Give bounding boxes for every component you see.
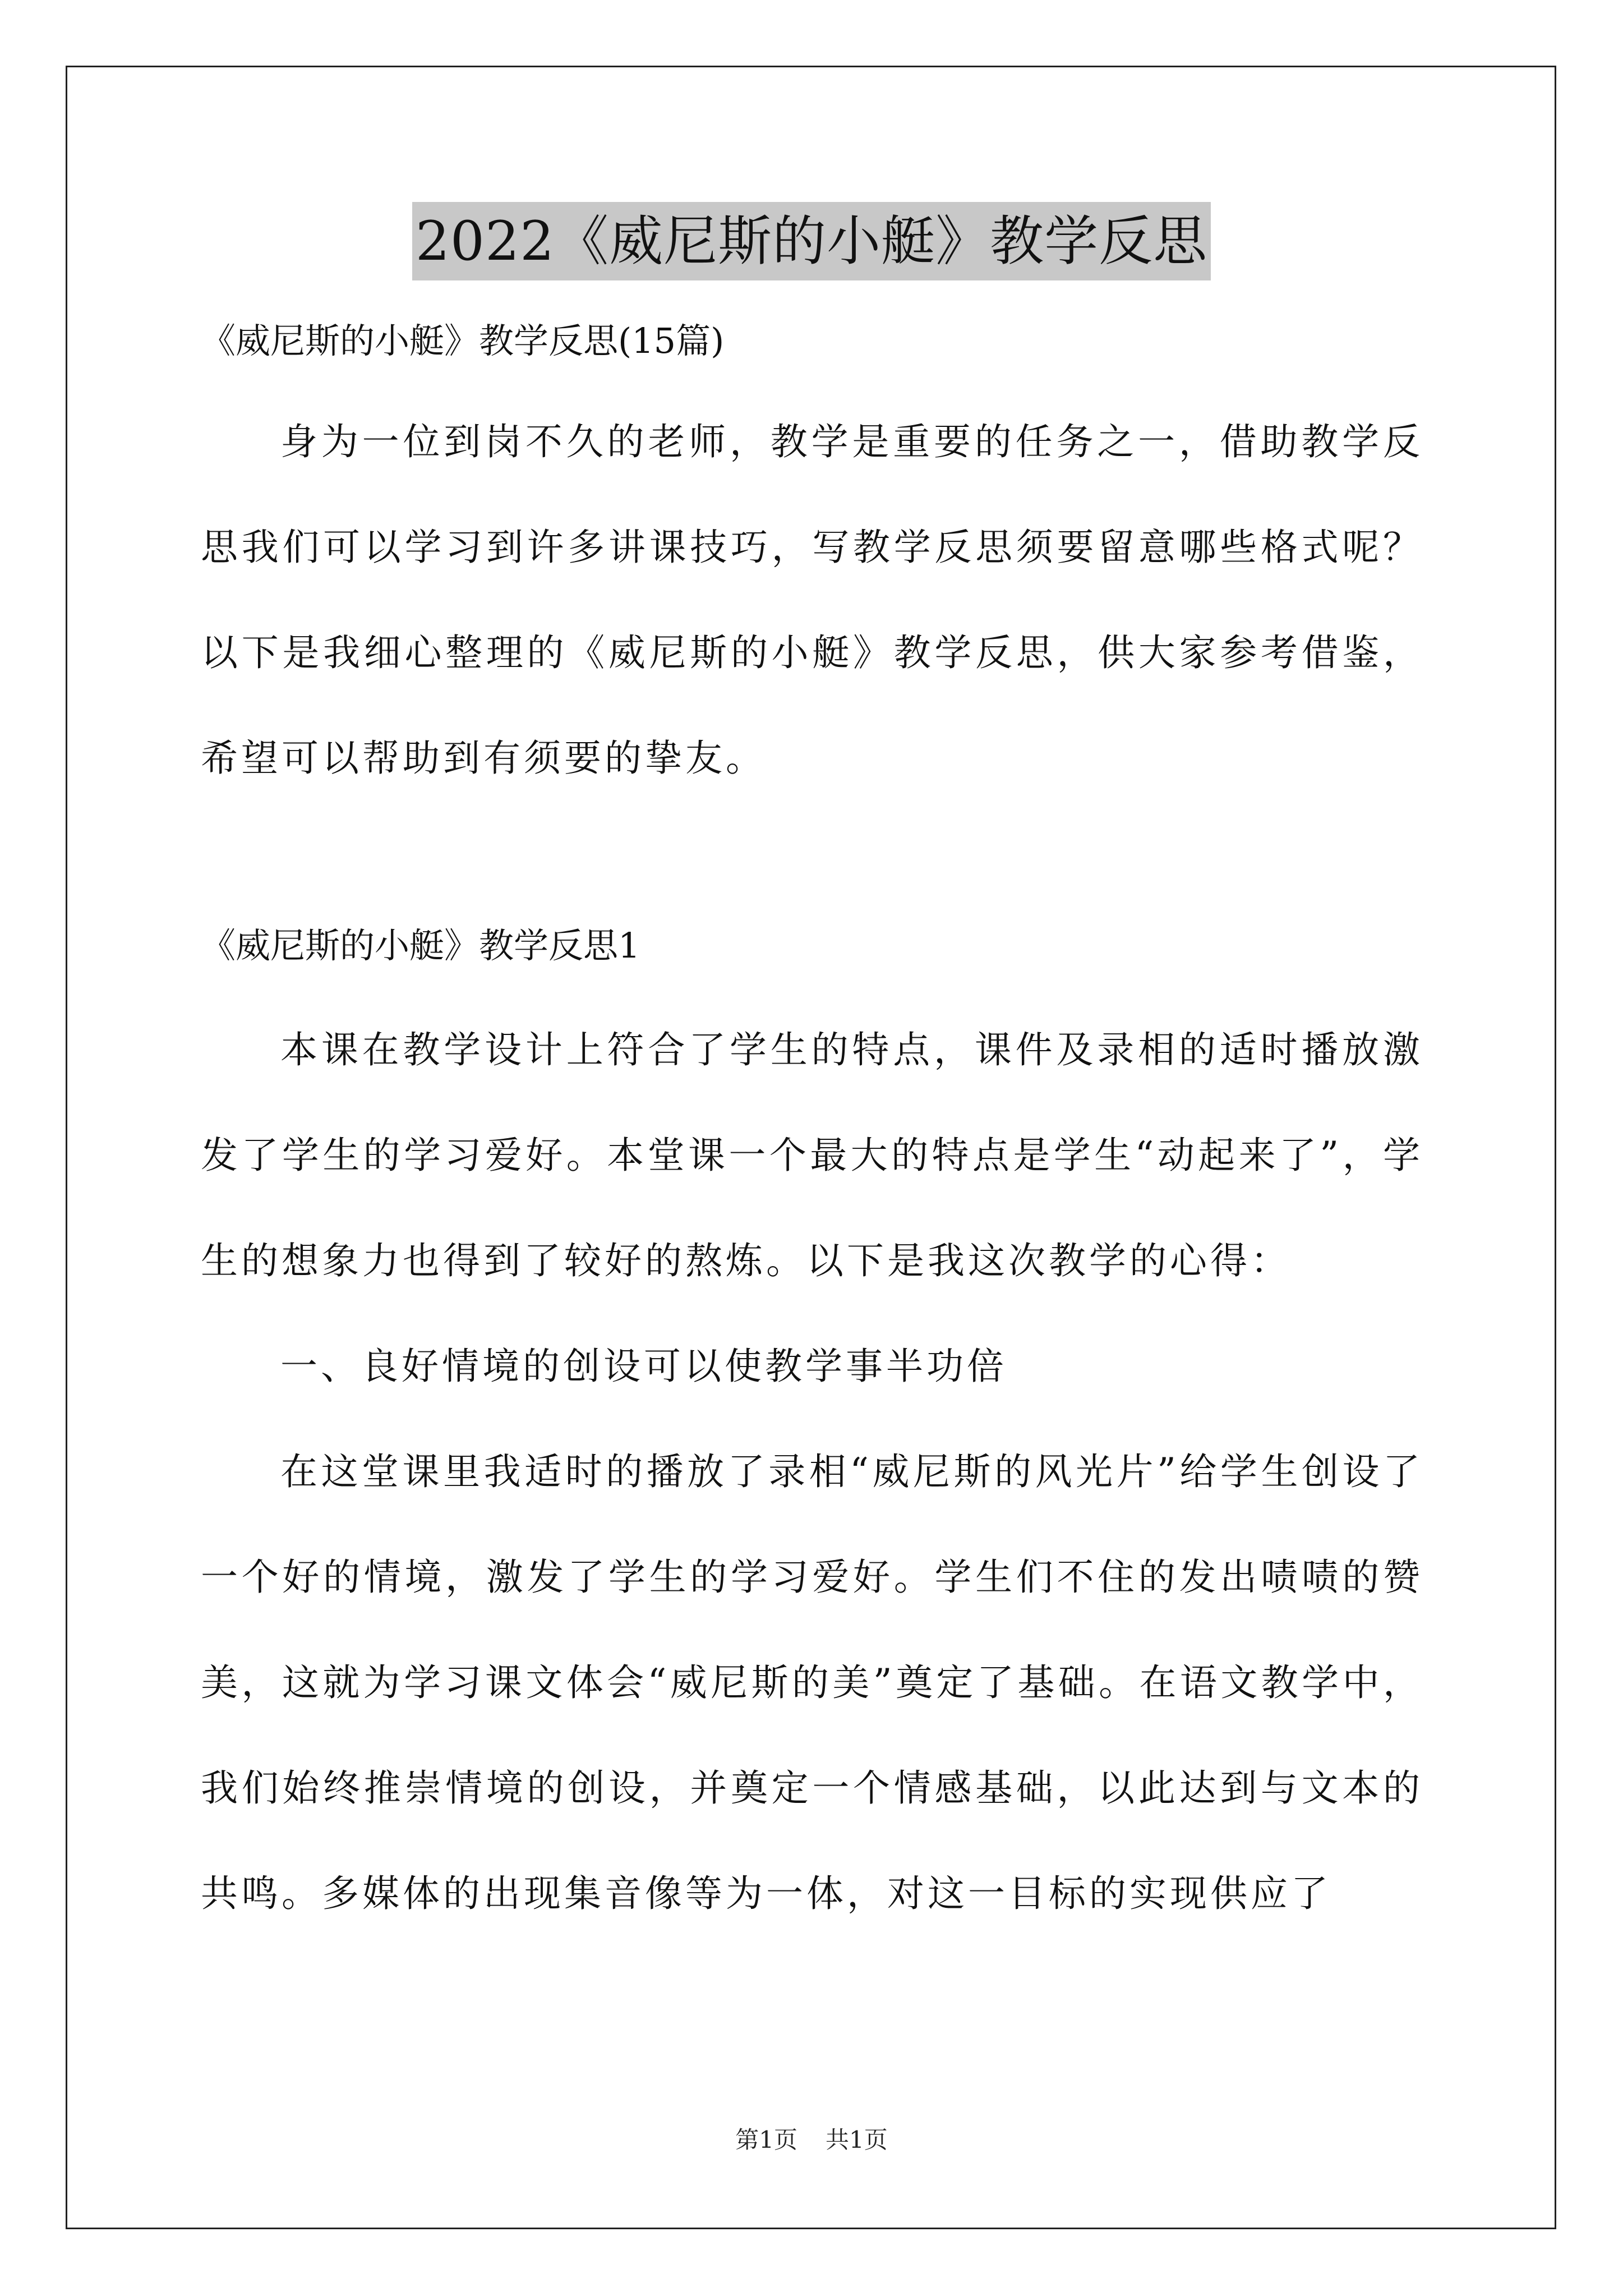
document-subtitle: 《威尼斯的小艇》教学反思(15篇)	[201, 320, 725, 361]
page-footer	[0, 2123, 1623, 2157]
subsection-heading: 一、良好情境的创设可以使教学事半功倍	[280, 1345, 1007, 1388]
document-title: 2022《威尼斯的小艇》教学反思	[412, 202, 1211, 280]
page-number: 第1页	[735, 2126, 797, 2154]
title-wrap	[0, 202, 1623, 280]
body-paragraph: 本课在教学设计上符合了学生的特点，课件及录相的适时播放激发了学生的学习爱好。本堂课一个最大的特点是学生“动起来了”，学生的想象力也得到了较好的熬炼。以下是我这次教学的心得：	[201, 1028, 1423, 1282]
section-heading: 《威尼斯的小艇》教学反思1	[201, 925, 640, 966]
body-paragraph: 在这堂课里我适时的播放了录相“威尼斯的风光片”给学生创设了一个好的情境，激发了学生的学习爱好。学生们不住的发出啧啧的赞美，这就为学习课文体会“威尼斯的美”奠定了基础。在语文教学中，我们始终推崇情境的创设，并奠定一个情感基础，以此达到与文本的共鸣。多媒体的出现集音像等为一体，对这一目标的实现供应了	[201, 1450, 1423, 1915]
document-body	[201, 314, 1423, 1947]
intro-paragraph: 身为一位到岗不久的老师，教学是重要的任务之一，借助教学反思我们可以学习到许多讲课技巧，写教学反思须要留意哪些格式呢？以下是我细心整理的《威尼斯的小艇》教学反思，供大家参考借鉴，希望可以帮助到有须要的挚友。	[201, 420, 1423, 780]
page-total: 共1页	[826, 2126, 888, 2154]
